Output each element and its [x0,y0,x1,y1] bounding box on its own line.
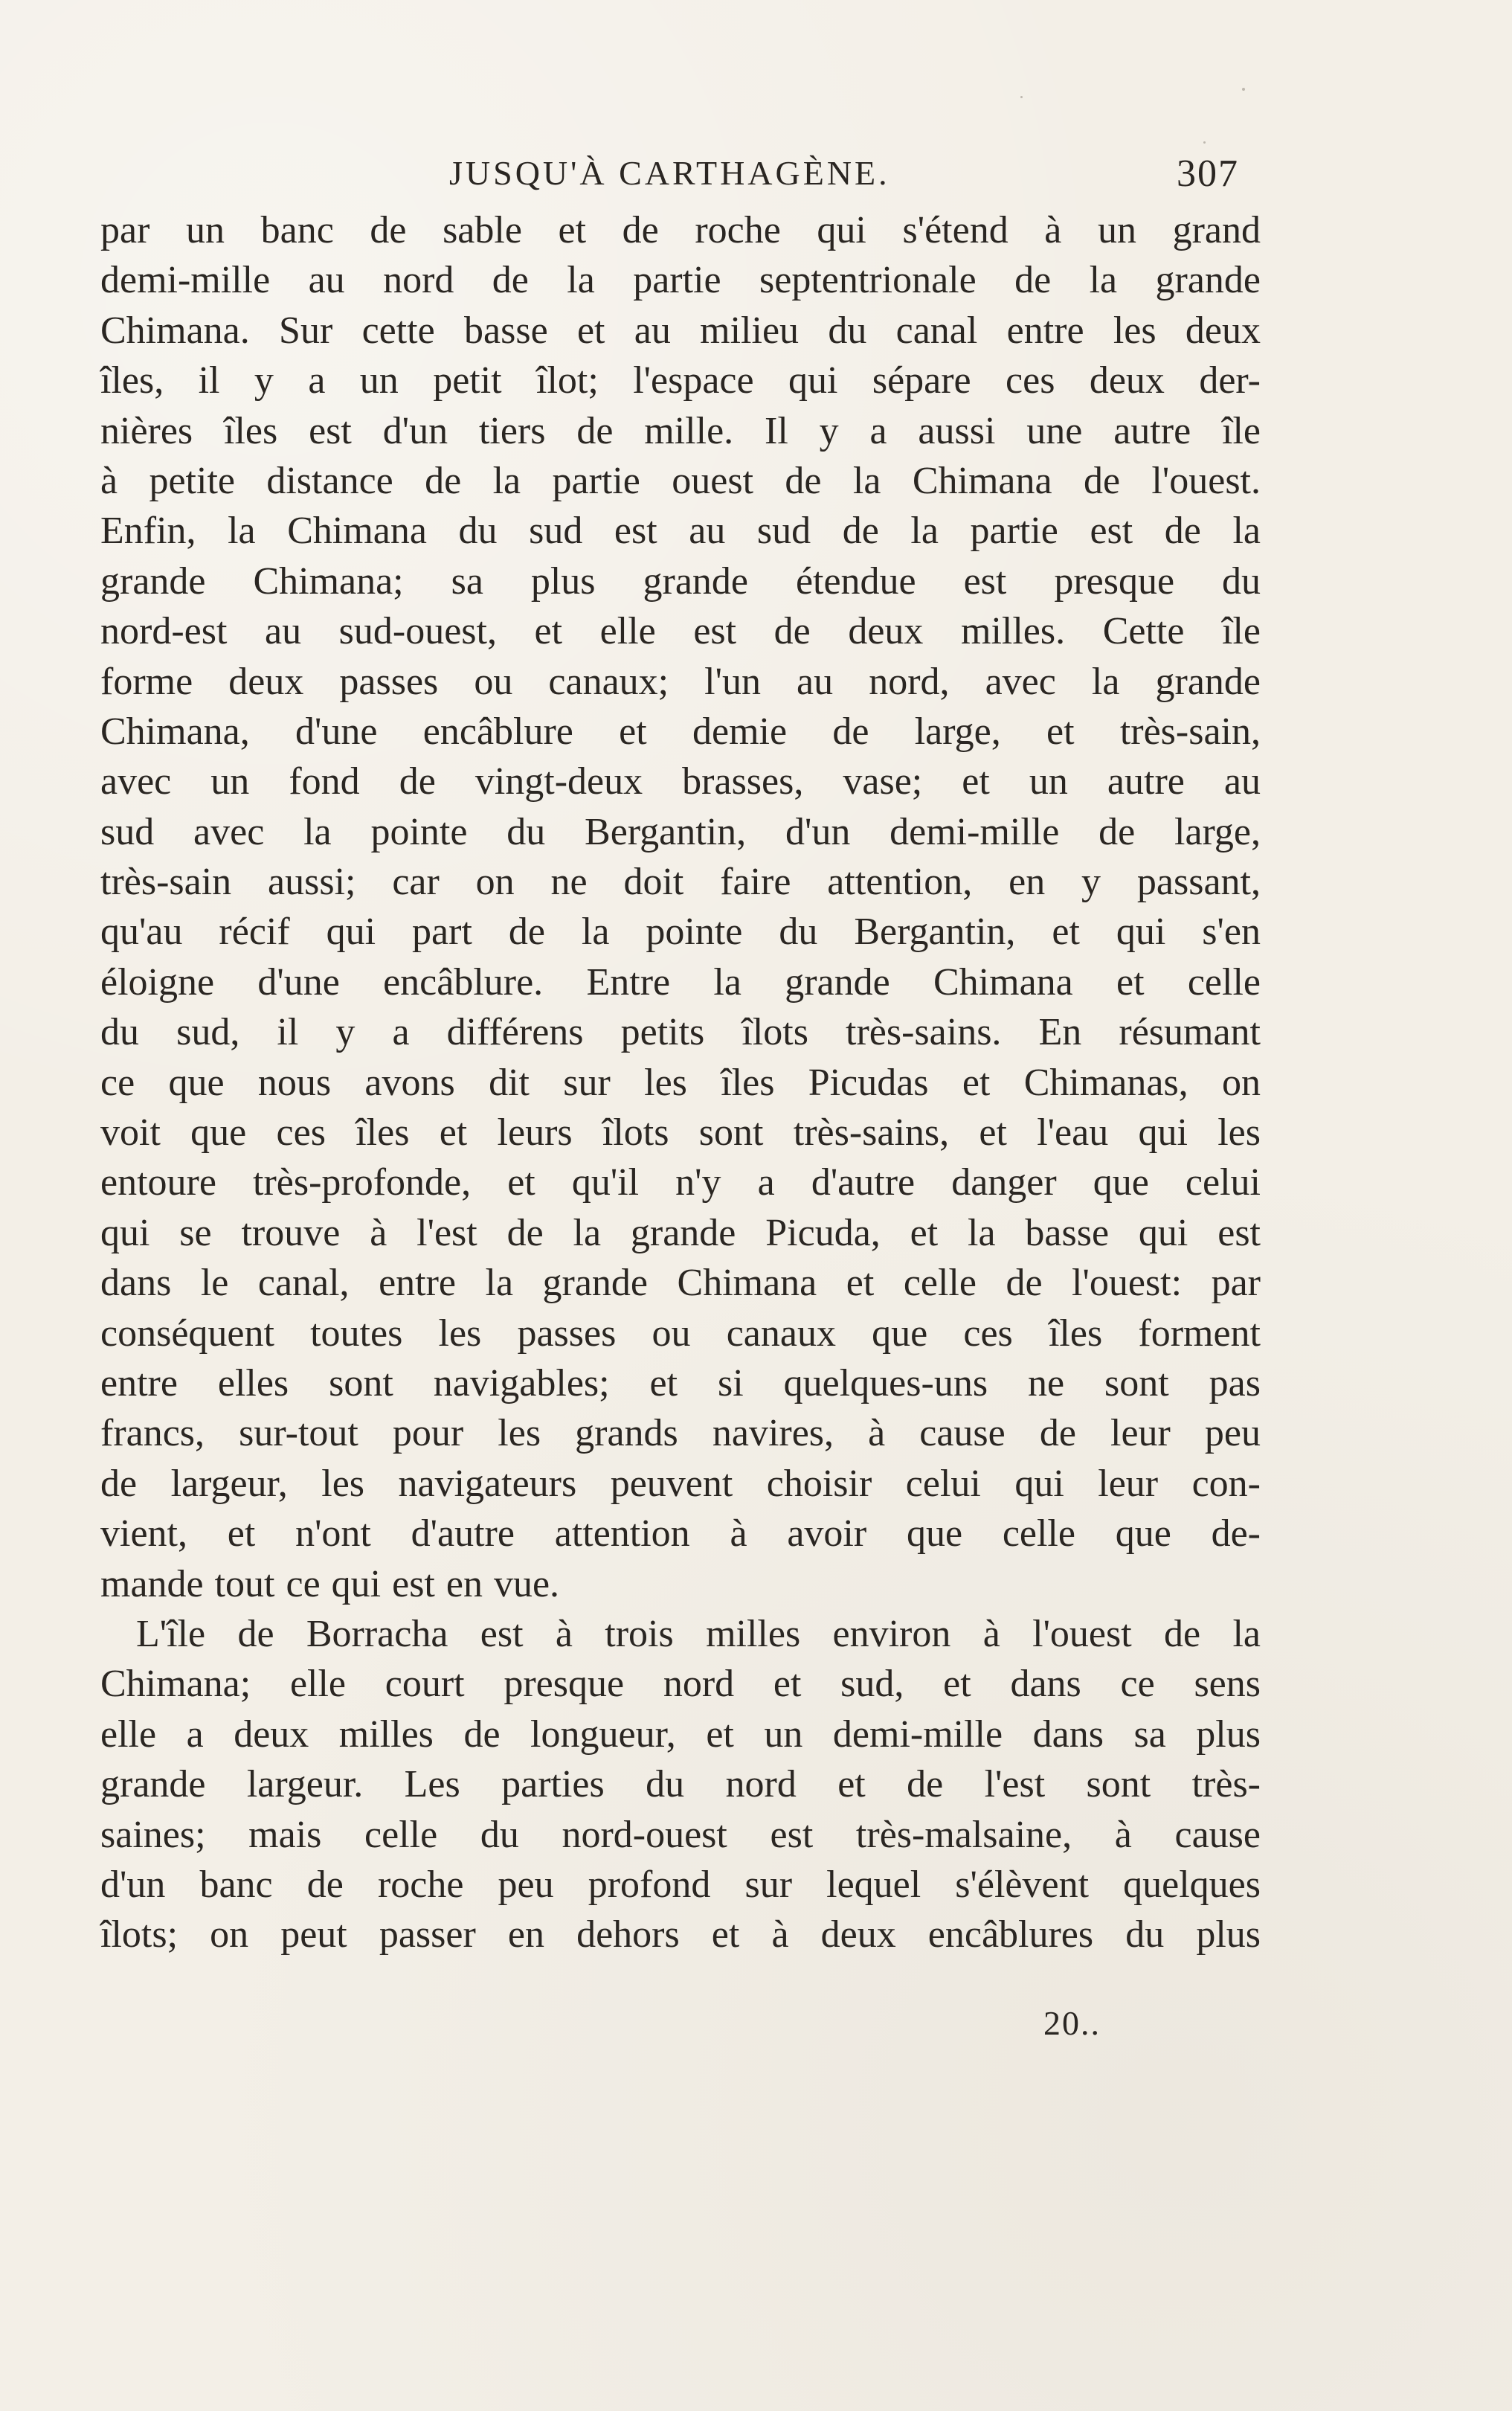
text-line: francs, sur-tout pour les grands navires, à cause de leur peu [100,1412,1261,1455]
text-line: d'un banc de roche peu profond sur lequel s'élèvent quelques [100,1863,1261,1906]
page-header [0,153,1512,205]
text-line: îlots; on peut passer en dehors et à deux encâblures du plus [100,1913,1261,1956]
text-line: nord-est au sud-ouest, et elle est de deux milles. Cette île [100,610,1261,653]
text-line: Chimana, d'une encâblure et demie de large, et très-sain, [100,710,1261,753]
text-line: par un banc de sable et de roche qui s'étend à un grand [100,209,1261,251]
signature-mark: 20.. [1043,2004,1101,2042]
text-line: éloigne d'une encâblure. Entre la grande Chimana et celle [100,960,1261,1004]
text-line: dans le canal, entre la grande Chimana et celle de l'ouest: par [100,1262,1261,1305]
text-line: grande largeur. Les parties du nord et de l'est sont très- [100,1763,1261,1806]
paper-speck [1203,141,1206,144]
page-number: 307 [1177,153,1239,195]
text-line: qu'au récif qui part de la pointe du Bergantin, et qui s'en [100,911,1261,954]
text-line: Chimana. Sur cette basse et au milieu du canal entre les deux [100,309,1261,352]
text-line: conséquent toutes les passes ou canaux que ces îles forment [100,1312,1261,1355]
text-line: îles, il y a un petit îlot; l'espace qui sépare ces deux der- [100,359,1261,402]
paper-speck [1020,96,1023,98]
text-line: sud avec la pointe du Bergantin, d'un demi-mille de large, [100,810,1261,853]
text-line: Enfin, la Chimana du sud est au sud de la partie est de la [100,510,1261,553]
text-line: saines; mais celle du nord-ouest est très-malsaine, à cause [100,1813,1261,1856]
text-line: demi-mille au nord de la partie septentrionale de la grande [100,259,1261,302]
paragraph-start-line: L'île de Borracha est à trois milles environ à l'ouest de la [136,1612,1261,1655]
text-line: grande Chimana; sa plus grande étendue est presque du [100,559,1261,603]
text-line: vient, et n'ont d'autre attention à avoir que celle que de- [100,1512,1261,1556]
text-line: du sud, il y a différens petits îlots très-sains. En résumant [100,1011,1261,1054]
text-line: très-sain aussi; car on ne doit faire attention, en y passant, [100,861,1261,904]
text-line: qui se trouve à l'est de la grande Picuda, et la basse qui est [100,1211,1261,1254]
running-head: JUSQU'À CARTHAGÈNE. [449,154,890,192]
paper-speck [1242,88,1245,91]
text-line: entoure très-profonde, et qu'il n'y a d'autre danger que celui [100,1161,1261,1204]
text-line: voit que ces îles et leurs îlots sont très-sains, et l'eau qui les [100,1111,1261,1155]
text-line: forme deux passes ou canaux; l'un au nord, avec la grande [100,660,1261,703]
text-line: à petite distance de la partie ouest de la Chimana de l'ouest. [100,459,1261,502]
main-text-block [100,205,1261,1960]
text-line: nières îles est d'un tiers de mille. Il y a aussi une autre île [100,409,1261,452]
text-line: ce que nous avons dit sur les îles Picudas et Chimanas, on [100,1061,1261,1104]
text-line: Chimana; elle court presque nord et sud, et dans ce sens [100,1663,1261,1706]
text-line: de largeur, les navigateurs peuvent choisir celui qui leur con- [100,1462,1261,1505]
text-line: entre elles sont navigables; et si quelques-uns ne sont pas [100,1361,1261,1404]
text-line: avec un fond de vingt-deux brasses, vase; et un autre au [100,760,1261,803]
text-line: mande tout ce qui est en vue. [100,1562,560,1605]
text-line: elle a deux milles de longueur, et un demi-mille dans sa plus [100,1712,1261,1756]
